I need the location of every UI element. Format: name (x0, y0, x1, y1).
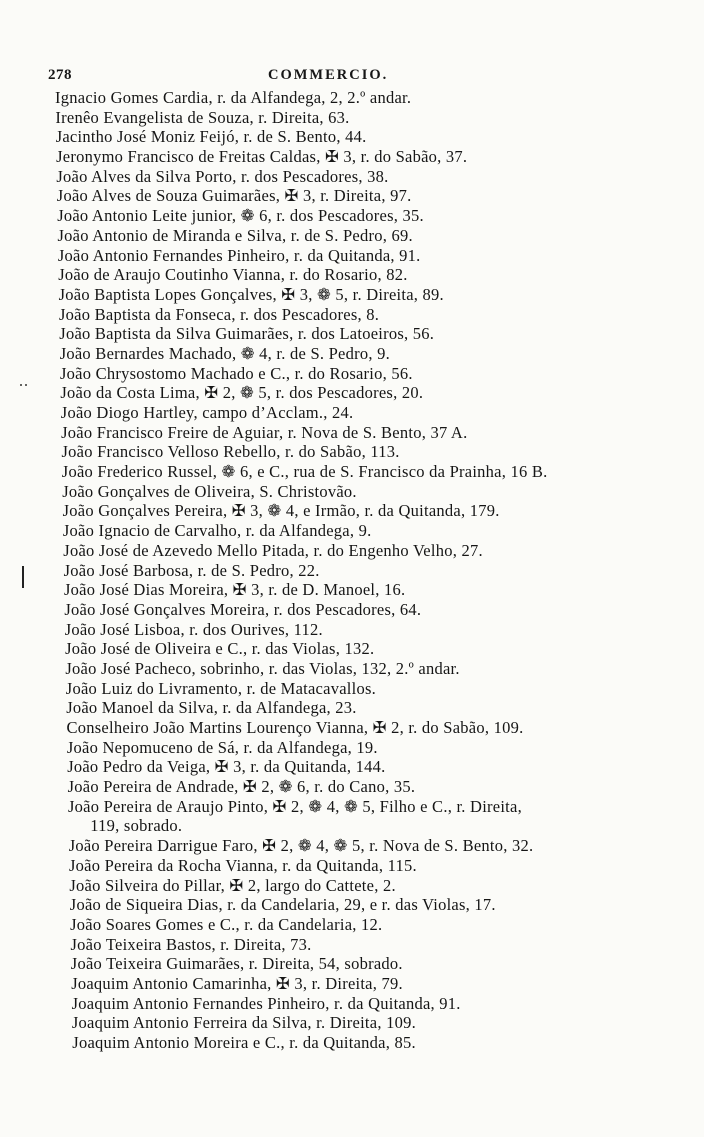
directory-entry: João Gonçalves Pereira, ✠ 3, ❁ 4, e Irmão, r. da Quitanda, 179. (62, 501, 500, 521)
directory-entry: João José de Oliveira e C., r. das Violas, 132. (65, 639, 375, 659)
directory-entry: Ignacio Gomes Cardia, r. da Alfandega, 2, 2.º andar. (55, 88, 412, 107)
directory-entry: Irenêo Evangelista de Souza, r. Direita, 63. (55, 107, 350, 127)
directory-entry: João Teixeira Guimarães, r. Direita, 54, sobrado. (70, 954, 403, 974)
directory-entry: João Nepomuceno de Sá, r. da Alfandega, 19. (66, 737, 378, 757)
directory-entry-continuation: 119, sobrado. (90, 816, 183, 836)
directory-entry: João Teixeira Bastos, r. Direita, 73. (70, 934, 312, 954)
directory-entry: João Silveira do Pillar, ✠ 2, largo do Cattete, 2. (69, 875, 396, 895)
directory-entry: João Antonio Fernandes Pinheiro, r. da Quitanda, 91. (57, 245, 421, 265)
directory-entry: João Antonio de Miranda e Silva, r. de S. Pedro, 69. (57, 225, 413, 245)
directory-entry: João Pereira Darrigue Faro, ✠ 2, ❁ 4, ❁ 5, r. Nova de S. Bento, 32. (68, 836, 534, 856)
directory-entry: João Diogo Hartley, campo d’Acclam., 24. (60, 403, 354, 422)
directory-entry: João Soares Gomes e C., r. da Candelaria, 12. (70, 914, 383, 934)
directory-entry: João Antonio Leite junior, ❁ 6, r. dos Pescadores, 35. (57, 206, 424, 226)
directory-entry: João Alves de Souza Guimarães, ✠ 3, r. Direita, 97. (56, 186, 412, 206)
directory-entry: João Manoel da Silva, r. da Alfandega, 23. (66, 698, 357, 718)
directory-entry: João de Araujo Coutinho Vianna, r. do Rosario, 82. (58, 265, 408, 285)
directory-entry: João José Barbosa, r. de S. Pedro, 22. (63, 560, 320, 580)
directory-entry: João Chrysostomo Machado e C., r. do Rosario, 56. (60, 363, 413, 383)
directory-entry: João Baptista Lopes Gonçalves, ✠ 3, ❁ 5, r. Direita, 89. (58, 284, 444, 304)
directory-entry: Joaquim Antonio Camarinha, ✠ 3, r. Direita, 79. (71, 973, 403, 993)
directory-entry: Conselheiro João Martins Lourenço Vianna, ✠ 2, r. do Sabão, 109. (66, 718, 524, 737)
directory-entry: João Luiz do Livramento, r. de Matacavallos. (65, 678, 376, 698)
directory-entry: João Pereira de Andrade, ✠ 2, ❁ 6, r. do Cano, 35. (67, 777, 416, 797)
directory-entry: João Baptista da Silva Guimarães, r. dos Latoeiros, 56. (59, 324, 435, 344)
directory-entry: Jeronymo Francisco de Freitas Caldas, ✠ 3, r. do Sabão, 37. (56, 147, 468, 167)
directory-entry: João Pereira de Araujo Pinto, ✠ 2, ❁ 4, ❁ 5, Filho e C., r. Direita, (68, 796, 522, 816)
directory-entry: João José Gonçalves Moreira, r. dos Pescadores, 64. (64, 599, 422, 619)
directory-entry: João José Dias Moreira, ✠ 3, r. de D. Manoel, 16. (64, 580, 406, 600)
directory-entry: João Pereira da Rocha Vianna, r. da Quitanda, 115. (69, 855, 417, 875)
directory-entry: Joaquim Antonio Ferreira da Silva, r. Direita, 109. (71, 1013, 416, 1033)
directory-entry: João Alves da Silva Porto, r. dos Pescadores, 38. (56, 166, 389, 186)
directory-entry: João de Siqueira Dias, r. da Candelaria, 29, e r. das Violas, 17. (69, 895, 496, 915)
directory-entry: João Francisco Velloso Rebello, r. do Sabão, 113. (61, 442, 400, 462)
directory-entry: João José Lisboa, r. dos Ourives, 112. (64, 619, 323, 639)
directory-entry: João Frederico Russel, ❁ 6, e C., rua de S. Francisco da Prainha, 16 B. (61, 462, 548, 482)
directory-entry: João da Costa Lima, ✠ 2, ❁ 5, r. dos Pescadores, 20. (60, 383, 424, 403)
directory-entry: João Bernardes Machado, ❁ 4, r. de S. Pedro, 9. (59, 343, 390, 363)
directory-entry: João Ignacio de Carvalho, r. da Alfandega, 9. (62, 521, 372, 541)
directory-entry: João Baptista da Fonseca, r. dos Pescadores, 8. (59, 304, 380, 324)
directory-entry: Joaquim Antonio Moreira e C., r. da Quitanda, 85. (72, 1033, 416, 1052)
page-number: 278 (48, 67, 72, 83)
directory-entry: João Francisco Freire de Aguiar, r. Nova de S. Bento, 37 A. (61, 422, 468, 442)
entry-list (0, 88, 704, 1053)
directory-entry: Joaquim Antonio Fernandes Pinheiro, r. da Quitanda, 91. (71, 993, 461, 1013)
directory-entry: João Gonçalves de Oliveira, S. Christovão. (62, 481, 357, 501)
directory-entry: João José Pacheco, sobrinho, r. das Violas, 132, 2.º andar. (65, 658, 460, 678)
directory-entry: Jacintho José Moniz Feijó, r. de S. Bento, 44. (55, 127, 367, 147)
running-head: COMMERCIO. (268, 67, 389, 83)
directory-entry: João Pedro da Veiga, ✠ 3, r. da Quitanda, 144. (67, 757, 386, 777)
directory-entry: João José de Azevedo Mello Pitada, r. do Engenho Velho, 27. (63, 540, 483, 560)
page-header (0, 64, 704, 86)
